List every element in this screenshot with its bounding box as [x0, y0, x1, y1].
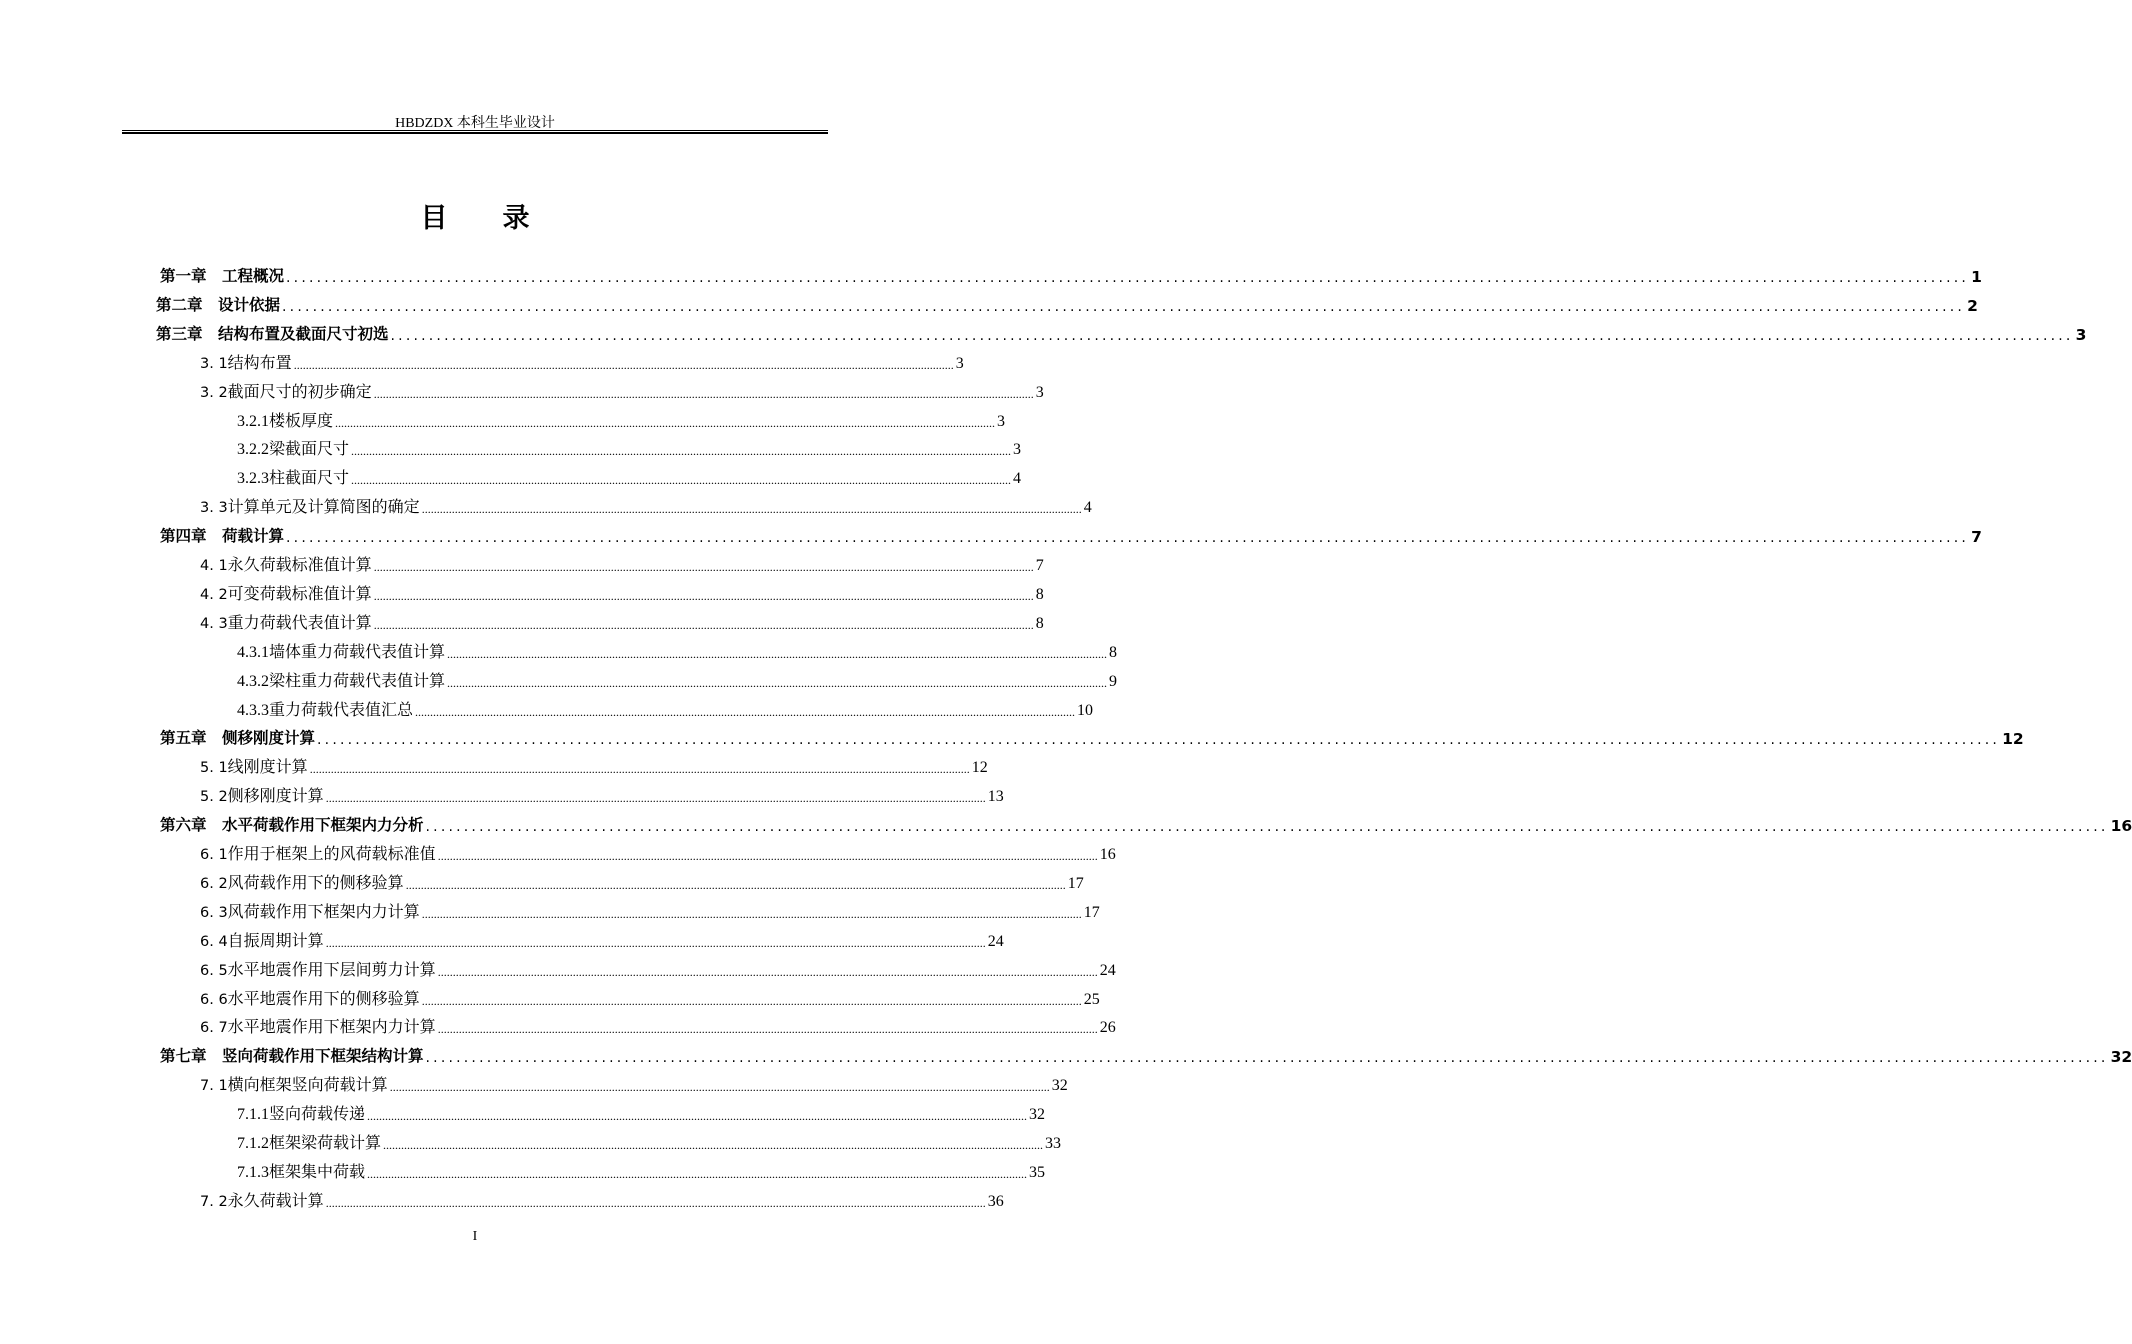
toc-entry-text: 结构布置 [227, 354, 292, 372]
toc-entry-number: 7.1.2 [237, 1135, 269, 1152]
toc-entry-text: 墙体重力荷载代表值计算 [269, 643, 446, 661]
toc-entry[interactable] [200, 927, 1004, 951]
toc-entry[interactable] [156, 291, 1978, 315]
dot-leader: ............................................................................................................................................................................................................................ [437, 964, 1098, 979]
toc-entry-page: 3 [955, 354, 964, 372]
toc-entry-text: 线刚度计算 [227, 759, 308, 777]
dot-leader: ............................................................................................................................................................................................................................ [425, 819, 2109, 836]
dot-leader: ............................................................................................................................................................................................................................ [373, 588, 1034, 603]
toc-entry-text: 竖向荷载传递 [269, 1106, 366, 1124]
dot-leader: ............................................................................................................................................................................................................................ [373, 560, 1034, 574]
dot-leader: ............................................................................................................................................................................................................................ [421, 502, 1082, 517]
toc-entry-number: 3.2.2 [237, 441, 269, 459]
header-rule [122, 130, 828, 134]
dot-leader: ............................................................................................................................................................................................................................ [317, 732, 2001, 749]
page-number: I [472, 1229, 478, 1244]
toc-entry-label [237, 668, 445, 691]
toc-entry-number: 4.3.1 [237, 643, 269, 661]
toc-entry-page: 16 [1099, 846, 1116, 863]
toc-entry-label [200, 494, 420, 517]
toc-entry-page: 3 [2075, 325, 2087, 344]
toc-entry-page: 7 [1035, 557, 1044, 574]
toc-entry-page: 24 [1099, 961, 1116, 979]
dot-leader: ............................................................................................................................................................................................................................ [389, 1080, 1050, 1095]
toc-entry-number: 6. 6 [200, 991, 228, 1008]
toc-entry[interactable] [200, 753, 988, 777]
toc-entry-number: 4. 1 [200, 558, 228, 574]
toc-entry-label [160, 1044, 424, 1066]
toc-entry-page: 8 [1035, 614, 1044, 632]
dot-leader: ............................................................................................................................................................................................................................ [367, 1109, 1028, 1124]
toc-entry[interactable] [200, 956, 1116, 980]
toc-entry[interactable] [200, 378, 1044, 402]
toc-entry-number: 3. 1 [200, 355, 228, 372]
toc-entry-text: 重力荷载代表值计算 [227, 614, 372, 632]
toc-entry[interactable] [200, 1071, 1068, 1095]
dot-leader: ............................................................................................................................................................................................................................ [383, 1138, 1044, 1152]
toc-entry[interactable] [200, 1187, 1004, 1211]
toc-entry-text: 框架集中荷载 [269, 1163, 366, 1181]
dot-leader: ............................................................................................................................................................................................................................ [351, 473, 1012, 488]
toc-entry-text: 第三章 结构布置及截面尺寸初选 [156, 324, 389, 343]
toc-entry-label [156, 293, 280, 315]
toc-entry-label [200, 610, 372, 633]
dot-leader: ............................................................................................................................................................................................................................ [325, 1195, 986, 1210]
dot-leader: ............................................................................................................................................................................................................................ [293, 357, 954, 372]
toc-entry[interactable] [237, 638, 1118, 662]
toc-entry[interactable] [200, 349, 964, 373]
toc-entry[interactable] [200, 609, 1044, 633]
toc-entry-page: 32 [1029, 1106, 1046, 1124]
dot-leader: ............................................................................................................................................................................................................................ [447, 646, 1108, 661]
dot-leader: ............................................................................................................................................................................................................................ [373, 386, 1034, 401]
toc-entry-page: 2 [1967, 296, 1978, 315]
toc-entry-number: 4. 3 [200, 615, 228, 632]
toc-entry-number: 6. 1 [200, 847, 228, 863]
toc-entry-label [237, 465, 349, 488]
dot-leader: ............................................................................................................................................................................................................................ [421, 993, 1082, 1008]
toc-entry-text: 风荷载作用下框架内力计算 [227, 903, 420, 921]
toc-entry[interactable] [200, 985, 1100, 1009]
toc-entry-label [237, 436, 349, 459]
toc-entry-label [200, 957, 436, 980]
toc-entry-number: 3. 2 [200, 384, 228, 401]
dot-leader: ............................................................................................................................................................................................................................ [425, 1050, 2109, 1067]
toc-entry-number: 7.1.3 [237, 1163, 269, 1181]
toc-entry[interactable] [237, 696, 1094, 720]
toc-entry-label [237, 408, 333, 431]
toc-entry-page: 32 [2110, 1048, 2132, 1067]
toc-entry-number: 4.3.3 [237, 701, 269, 719]
toc-entry-label [200, 1188, 324, 1211]
toc-entry-label [160, 813, 424, 835]
toc-entry[interactable] [237, 667, 1118, 691]
toc-entry-number: 6. 3 [200, 904, 228, 921]
toc-entry-number: 6. 7 [200, 1020, 228, 1037]
dot-leader: ............................................................................................................................................................................................................................ [421, 906, 1082, 921]
toc-entry-text: 第二章 设计依据 [156, 295, 281, 314]
toc-entry-page: 8 [1035, 585, 1044, 603]
dot-leader: ............................................................................................................................................................................................................................ [282, 298, 1966, 315]
toc-entry-label [200, 870, 404, 893]
toc-entry-text: 永久荷载计算 [227, 1192, 324, 1210]
toc-entry[interactable] [237, 435, 1022, 459]
dot-leader: ............................................................................................................................................................................................................................ [367, 1166, 1028, 1181]
toc-entry-label [237, 697, 413, 720]
toc-entry-page: 17 [1067, 874, 1084, 892]
dot-leader: ............................................................................................................................................................................................................................ [415, 704, 1076, 719]
dot-leader: ............................................................................................................................................................................................................................ [351, 444, 1012, 459]
toc-entry-text: 风荷载作用下的侧移验算 [227, 874, 404, 892]
toc-entry-number: 3. 3 [200, 500, 228, 517]
toc-entry-text: 截面尺寸的初步确定 [227, 383, 372, 401]
toc-entry-text: 柱截面尺寸 [269, 470, 350, 488]
toc-entry[interactable] [200, 493, 1092, 517]
toc-entry-number: 7. 2 [200, 1193, 228, 1210]
toc-entry-label [200, 899, 420, 922]
toc-entry-label [237, 639, 445, 662]
toc-entry-number: 7. 1 [200, 1078, 228, 1095]
toc-entry-number: 4.3.2 [237, 672, 269, 690]
dot-leader: ............................................................................................................................................................................................................................ [325, 791, 986, 806]
toc-entry[interactable] [160, 724, 2024, 749]
dot-leader: ............................................................................................................................................................................................................................ [309, 762, 970, 777]
toc-entry-label [237, 1130, 381, 1153]
toc-title: 目录 [420, 203, 585, 234]
dot-leader: ............................................................................................................................................................................................................................ [405, 877, 1066, 892]
toc-entry[interactable] [200, 551, 1044, 575]
dot-leader: ............................................................................................................................................................................................................................ [437, 1022, 1098, 1037]
dot-leader: ............................................................................................................................................................................................................................ [286, 270, 1970, 286]
toc-entry-number: 3.2.1 [237, 412, 269, 430]
toc-entry-page: 10 [1077, 701, 1094, 719]
toc-entry-number: 7.1.1 [237, 1106, 269, 1124]
toc-entry-text: 重力荷载代表值汇总 [269, 701, 414, 719]
toc-entry-page: 9 [1109, 672, 1118, 690]
toc-entry-label [200, 841, 436, 864]
toc-entry-number: 6. 4 [200, 933, 228, 950]
toc-entry-page: 12 [971, 759, 988, 777]
toc-entry-page: 7 [1971, 528, 1982, 547]
toc-entry-page: 32 [1051, 1077, 1068, 1095]
toc-entry-label [200, 552, 372, 575]
toc-entry[interactable] [237, 464, 1022, 488]
toc-entry-label [200, 754, 308, 777]
toc-entry-page: 1 [1971, 268, 1982, 286]
toc-entry-number: 5. 2 [200, 789, 228, 806]
toc-entry-page: 12 [2002, 730, 2024, 749]
toc-entry-text: 可变荷载标准值计算 [227, 585, 372, 603]
toc-entry-text: 第四章 荷载计算 [160, 527, 285, 546]
toc-entry-label [156, 322, 389, 344]
toc-entry-label [200, 350, 292, 373]
toc-entry[interactable] [237, 1100, 1046, 1124]
toc-entry[interactable] [237, 1158, 1046, 1182]
page-header: HBDZDX 本科生毕业设计 [395, 116, 555, 131]
toc-entry[interactable] [200, 840, 1116, 864]
toc-entry-text: 水平地震作用下层间剪力计算 [227, 961, 436, 979]
toc-entry-label [160, 726, 315, 748]
toc-entry[interactable] [160, 262, 1982, 286]
toc-entry-label [200, 1014, 436, 1037]
toc-entry-label [237, 1101, 365, 1124]
dot-leader: ............................................................................................................................................................................................................................ [335, 415, 996, 430]
toc-entry-label [200, 581, 372, 604]
toc-entry[interactable] [200, 869, 1084, 893]
toc-entry[interactable] [200, 898, 1100, 922]
toc-entry[interactable] [156, 320, 2087, 344]
toc-entry-label [200, 379, 372, 402]
toc-entry-label [200, 986, 420, 1009]
toc-entry[interactable] [200, 580, 1044, 604]
toc-entry-page: 4 [1083, 499, 1092, 517]
toc-entry-label [237, 1159, 365, 1182]
toc-entry-page: 3 [997, 412, 1006, 430]
dot-leader: ............................................................................................................................................................................................................................ [447, 675, 1108, 690]
toc-entry-page: 35 [1029, 1163, 1046, 1181]
dot-leader: ............................................................................................................................................................................................................................ [373, 617, 1034, 632]
toc-entry[interactable] [160, 1042, 2132, 1067]
toc-entry-text: 横向框架竖向荷载计算 [227, 1077, 388, 1095]
toc-entry-page: 16 [2110, 817, 2132, 836]
toc-entry-text: 梁截面尺寸 [269, 441, 350, 459]
toc-entry-page: 17 [1083, 903, 1100, 921]
dot-leader: ............................................................................................................................................................................................................................ [286, 530, 1970, 547]
toc-entry-page: 25 [1083, 990, 1100, 1008]
toc-entry-page: 3 [1035, 383, 1044, 401]
toc-entry-text: 水平地震作用下框架内力计算 [227, 1019, 436, 1037]
toc-entry-text: 第六章 水平荷载作用下框架内力分析 [160, 816, 424, 835]
toc-entry-text: 框架梁荷载计算 [269, 1135, 382, 1152]
toc-entry-page: 13 [987, 788, 1004, 806]
toc-entry-page: 26 [1099, 1019, 1116, 1037]
toc-entry-text: 楼板厚度 [269, 412, 334, 430]
toc-entry-label [160, 264, 284, 286]
toc-entry-label [200, 1072, 388, 1095]
toc-entry-page: 24 [987, 932, 1004, 950]
toc-entry-text: 第五章 侧移刚度计算 [160, 729, 316, 748]
toc-entry-number: 3.2.3 [237, 470, 269, 488]
toc-entry-number: 5. 1 [200, 760, 228, 777]
toc-entry-text: 第七章 竖向荷载作用下框架结构计算 [160, 1047, 424, 1066]
dot-leader: ............................................................................................................................................................................................................................ [437, 849, 1098, 863]
toc-entry-number: 6. 2 [200, 875, 228, 892]
toc-entry[interactable] [160, 811, 2132, 836]
toc-entry-page: 33 [1045, 1135, 1062, 1152]
toc-entry-page: 3 [1013, 441, 1022, 459]
toc-entry-number: 6. 5 [200, 962, 228, 979]
toc-entry-page: 8 [1109, 643, 1118, 661]
toc-entry-page: 4 [1013, 470, 1022, 488]
toc-entry-text: 侧移刚度计算 [227, 788, 324, 806]
toc-entry[interactable] [200, 782, 1004, 806]
toc-entry[interactable] [200, 1013, 1116, 1037]
toc-entry-text: 第一章 工程概况 [160, 267, 285, 285]
toc-entry-text: 自振周期计算 [227, 932, 324, 950]
toc-entry-text: 计算单元及计算简图的确定 [227, 499, 420, 517]
toc-entry-label [160, 524, 284, 546]
toc-entry-text: 永久荷载标准值计算 [227, 557, 372, 574]
toc-entry-text: 水平地震作用下的侧移验算 [227, 990, 420, 1008]
toc-entry[interactable] [237, 1129, 1062, 1153]
toc-entry[interactable] [237, 407, 1006, 431]
toc-entry-text: 梁柱重力荷载代表值计算 [269, 672, 446, 690]
toc-entry-page: 36 [987, 1192, 1004, 1210]
dot-leader: ............................................................................................................................................................................................................................ [390, 327, 2074, 344]
dot-leader: ............................................................................................................................................................................................................................ [325, 935, 986, 950]
toc-entry-label [200, 783, 324, 806]
toc-entry-number: 4. 2 [200, 586, 228, 603]
toc-entry-text: 作用于框架上的风荷载标准值 [227, 846, 436, 863]
toc-entry[interactable] [160, 522, 1982, 547]
toc-entry-label [200, 928, 324, 951]
